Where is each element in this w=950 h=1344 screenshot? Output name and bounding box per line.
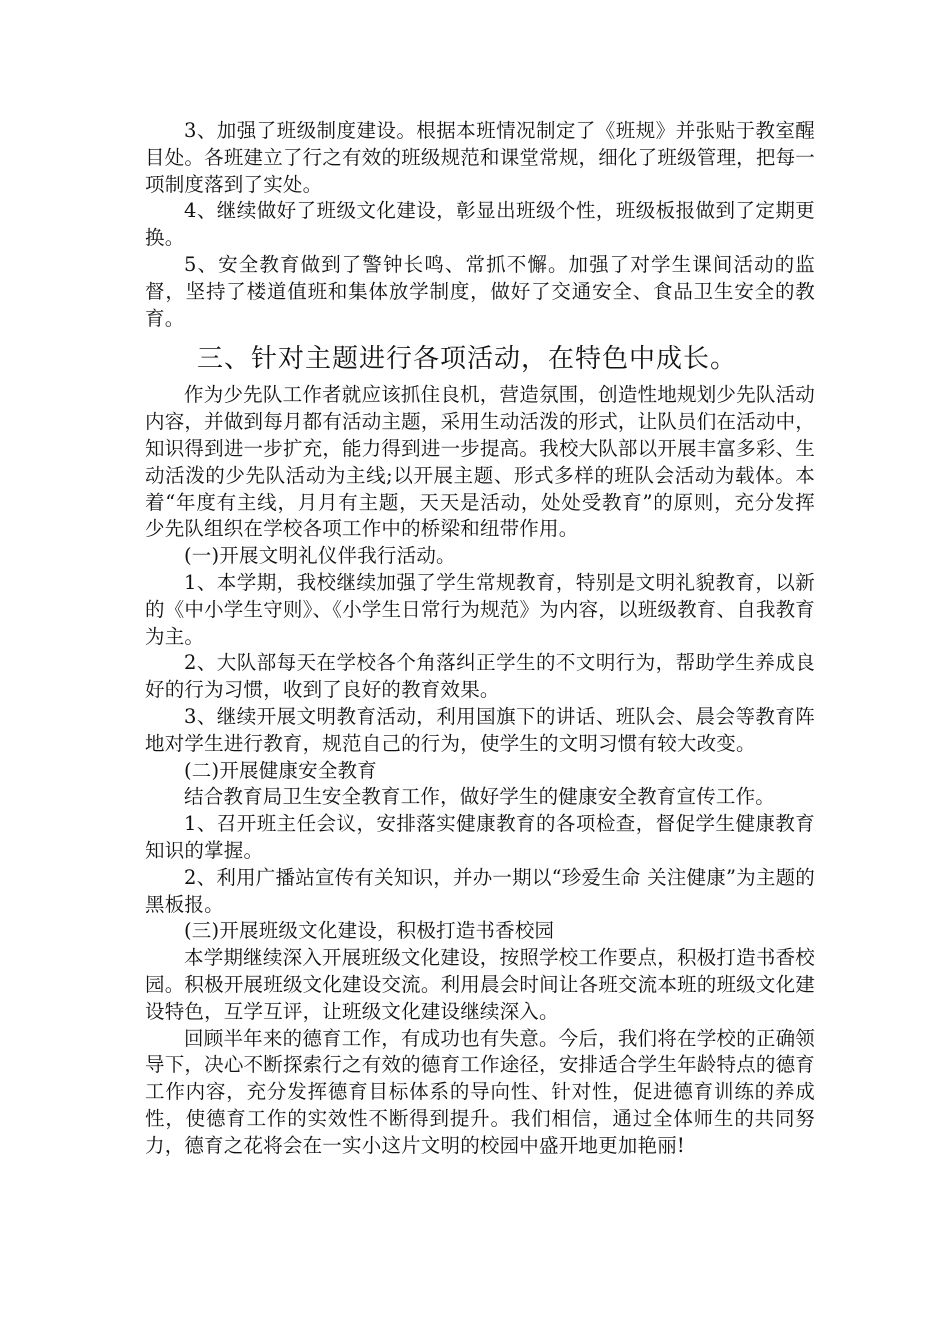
subsection-2-item-2: 2、利用广播站宣传有关知识，并办一期以“珍爱生命 关注健康”为主题的黑板报。 [145, 865, 815, 916]
section-three-intro: 作为少先队工作者就应该抓住良机，营造氛围，创造性地规划少先队活动内容，并做到每月都有活动主题，采用生动活泼的形式，让队员们在活动中，知识得到进一步扩充，能力得到进一步提高。我校大队部以开展丰富多彩、生动活泼的少先队活动为主线;以开展主题、形式多样的班队会活动为载体。本着“年度有主线，月月有主题，天天是活动，处处受教育”的原则，充分发挥少先队组织在学校各项工作中的桥梁和纽带作用。 [145, 383, 815, 541]
subsection-3-title: (三)开展班级文化建设，积极打造书香校园 [184, 919, 555, 943]
subsection-1-title: (一)开展文明礼仪伴我行活动。 [184, 544, 456, 568]
subsection-1-item-3: 3、继续开展文明教育活动，利用国旗下的讲话、班队会、晨会等教育阵地对学生进行教育，规范自己的行为，使学生的文明习惯有较大改变。 [145, 704, 815, 755]
subsection-1-item-2: 2、大队部每天在学校各个角落纠正学生的不文明行为，帮助学生养成良好的行为习惯，收到了良好的教育效果。 [145, 651, 815, 702]
paragraph-item-3: 3、加强了班级制度建设。根据本班情况制定了《班规》并张贴于教室醒目处。各班建立了行之有效的班级规范和课堂常规，细化了班级管理，把每一项制度落到了实处。 [145, 119, 815, 196]
document-page [145, 118, 815, 1159]
subsection-1-item-1: 1、本学期，我校继续加强了学生常规教育，特别是文明礼貌教育，以新的《中小学生守则》、《小学生日常行为规范》为内容，以班级教育、自我教育为主。 [145, 570, 816, 648]
subsection-3-body: 本学期继续深入开展班级文化建设，按照学校工作要点，积极打造书香校园。积极开展班级文化建设交流。利用晨会时间让各班交流本班的班级文化建设特色，互学互评，让班级文化建设继续深入。 [145, 946, 815, 1023]
paragraph-item-5: 5、安全教育做到了警钟长鸣、常抓不懈。加强了对学生课间活动的监督，坚持了楼道值班和集体放学制度，做好了交通安全、食品卫生安全的教育。 [145, 252, 815, 330]
subsection-2-item-1: 1、召开班主任会议，安排落实健康教育的各项检查，督促学生健康教育知识的掌握。 [145, 812, 815, 862]
subsection-2-intro: 结合教育局卫生安全教育工作，做好学生的健康安全教育宣传工作。 [184, 785, 776, 809]
paragraph-item-4: 4、继续做好了班级文化建设，彰显出班级个性，班级板报做到了定期更换。 [145, 199, 815, 250]
subsection-2-title: (二)开展健康安全教育 [184, 758, 377, 782]
section-three-heading: 三、针对主题进行各项活动，在特色中成长。 [197, 344, 738, 375]
conclusion-paragraph: 回顾半年来的德育工作，有成功也有失意。今后，我们将在学校的正确领导下，决心不断探索行之有效的德育工作途径，安排适合学生年龄特点的德育工作内容，充分发挥德育目标体系的导向性、针对性，促进德育训练的养成性，使德育工作的实效性不断得到提升。我们相信，通过全体师生的共同努力，德育之花将会在一实小这片文明的校园中盛开地更加艳丽! [145, 1026, 815, 1157]
